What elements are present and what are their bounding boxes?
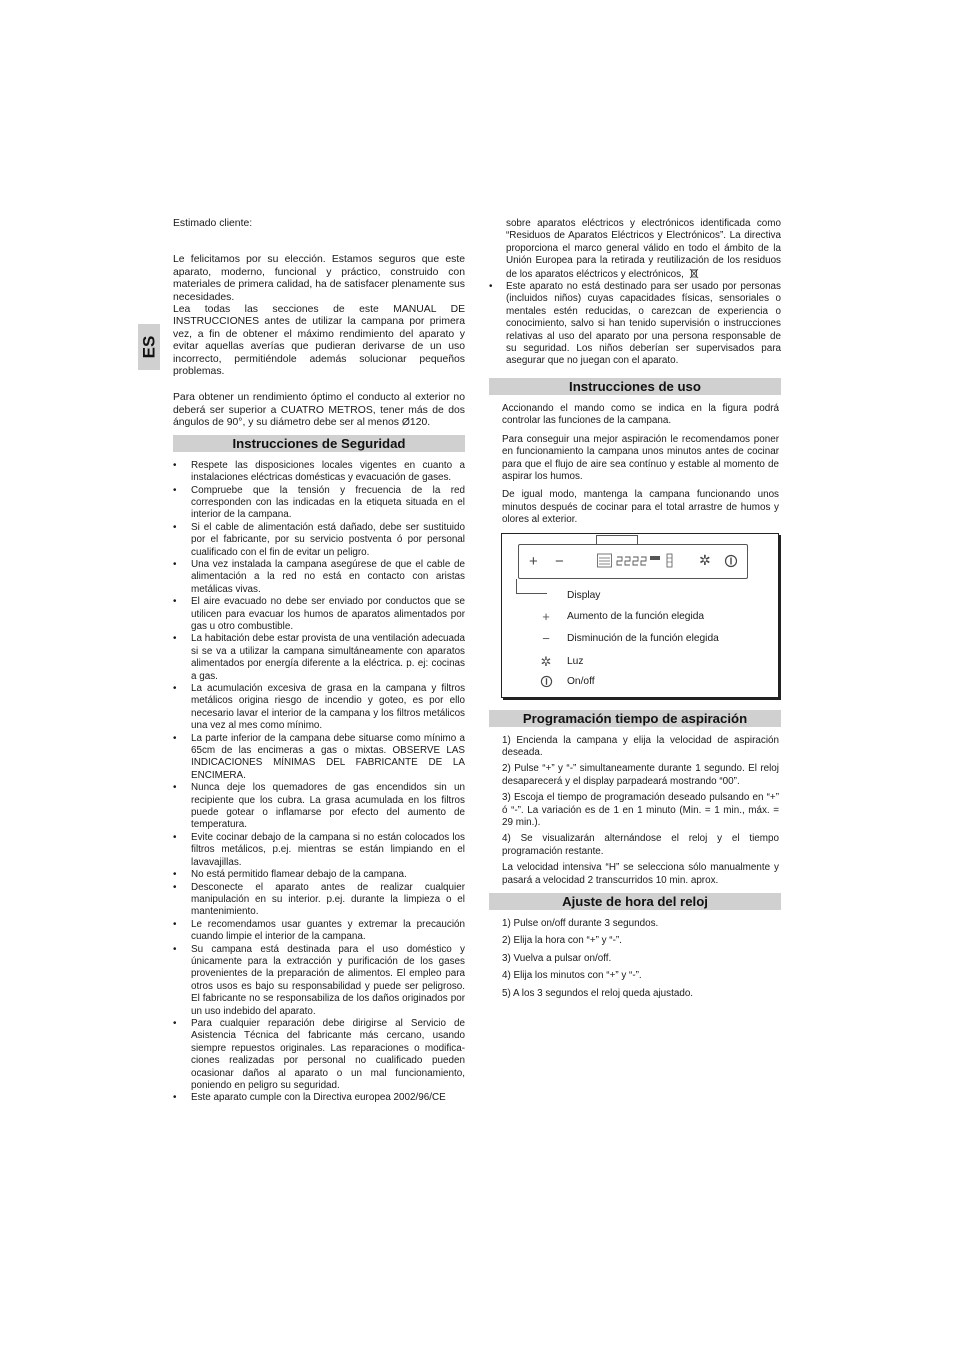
safety-continuation — [489, 218, 781, 281]
list-item: • La parte inferior de la campana debe situarse como mínimo a 65cm de las encimeras a gas o mixtas. OBSERVE LAS INDICACIONES MÍNIMAS DEL FABRICANTE DE LA ENCIMERA. — [173, 733, 465, 783]
list-item: • Nunca deje los quemadores de gas encendidos sin un recipiente que los cubra. La grasa acumulada en los filtros puede gotear o inflamarse por efecto del aumento de temperatura. — [173, 782, 465, 832]
intro-paragraph-3: Para obtener un rendimiento óptimo el conducto al exterior no deberá ser superior a CUATRO METROS, tener más de dos ángulos de 90°, y su diámetro debe ser al menos Ø120. — [173, 392, 465, 429]
control-panel — [518, 544, 748, 579]
usage-paragraph: De igual modo, mantenga la campana funcionando unos minutos después de cocinar para el total arrastre de humos y olores al exterior. — [502, 489, 779, 526]
list-item: • Respete las disposiciones locales vigentes en cuanto a instalaciones eléctricas domésticas y evacuación de gases. — [173, 460, 465, 485]
minus-icon: − — [555, 552, 564, 570]
intro-section — [173, 218, 465, 430]
list-item: • Este aparato cumple con la Directiva europea 2002/96/CE — [173, 1092, 465, 1104]
usage-text — [489, 403, 781, 527]
list-item: • La habitación debe estar provista de una ventilación adecuada si se va a utilizar la campana simultáneamente con aparatos alimentados por energía diferente a la eléctrica. p. ej: cocinas a gas. — [173, 633, 465, 683]
legend-onoff — [537, 675, 595, 689]
legend-label: Display — [567, 589, 601, 601]
directive-continuation-text: sobre aparatos eléctricos y electrónicos identificada como “Residuos de Aparatos Eléctricos y Electrónicos”. La directiva proporciona el marco general válido en todo el ámbito de la Unión Europea para la retirada y reutilización de los residuos de los aparatos eléctricos y electrónicos, — [506, 218, 781, 280]
list-item: • Le recomendamos usar guantes y extremar la precaución cuando limpie el interior de la campana. — [173, 919, 465, 944]
display-callout-bracket — [596, 535, 638, 544]
legend-display — [537, 589, 600, 603]
usage-paragraph: Accionando el mando como se indica en la figura podrá controlar las funciones de la campana. — [502, 402, 779, 427]
display-icon — [597, 553, 673, 569]
legend-label: On/off — [567, 675, 595, 687]
list-item: • Para cualquier reparación debe dirigirse al Servicio de Asistencia Técnica del fabricante más cercano, usando siempre repuestos originales. Las reparaciones o modifica-ciones realizadas por personal no cualificado pueden ocasionar daños al aparato o un mal funcionamiento, poniendo en peligro su seguridad. — [173, 1018, 465, 1092]
step-item: 2) Pulse “+” y “-” simultaneamente durante 1 segundo. El reloj desaparecerá y el display parpadeará mostrando “00”. — [502, 763, 779, 787]
language-tab — [138, 324, 160, 370]
light-icon: ✲ — [540, 653, 552, 669]
plus-icon: + — [542, 608, 550, 624]
step-item: 3) Escoja el tiempo de programación deseado pulsando en “+” ó “-”. La variación es de 1 en 1 minuto (Min. = 1 min., máx. = 29 min.). — [502, 792, 779, 828]
list-item: • Su campana está destinada para el uso doméstico y únicamente para la extracción y purificación de los gases provenientes de la preparación de alimentos. El empleo para otros usos es bajo su responsabilidad y puede ser peligroso. El fabricante no se responsabiliza de los daños originados por un uso indebido del aparato. — [173, 944, 465, 1018]
intro-paragraph-2: Lea todas las secciones de este MANUAL DE INSTRUCCIONES antes de utilizar la campana por primera vez, a fin de obtener el máximo rendimiento del aparato y evitar aquellas averías que pudieran derivarse de un uso incorrecto, permitiéndole además solucionar pequeños problemas. — [173, 304, 465, 378]
legend-light — [537, 655, 583, 669]
right-column — [489, 218, 781, 1005]
greeting: Estimado cliente: — [173, 218, 253, 229]
clock-steps — [489, 918, 781, 1000]
step-item: 4) Se visualizarán alternándose el reloj y el tiempo programación restante. — [502, 833, 779, 857]
language-tab-label: ES — [139, 335, 158, 359]
safety-heading: Instrucciones de Seguridad — [173, 435, 465, 452]
light-icon: ✲ — [699, 551, 711, 568]
list-item: • Una vez instalada la campana asegúrese de que el cable de alimentación a la red no está en contacto con aristas metálicas vivas. — [173, 559, 465, 596]
step-item: 1) Pulse on/off durante 3 segundos. — [502, 918, 659, 929]
programming-heading: Programación tiempo de aspiración — [489, 710, 781, 727]
usage-heading: Instrucciones de uso — [489, 378, 781, 395]
list-item: • No está permitido flamear debajo de la campana. — [173, 869, 465, 881]
list-item: • Desconecte el aparato antes de realizar cualquier manipulación en su interior. p.ej. durante la limpieza o el mantenimiento. — [173, 882, 465, 919]
left-column — [173, 218, 465, 1105]
list-item: • Evite cocinar debajo de la campana si no están colocados los filtros metálicos, p.ej. mientras se están limpiando en el lavavajillas. — [173, 832, 465, 869]
safety-list — [173, 460, 465, 1105]
legend-label: Aumento de la función elegida — [567, 610, 705, 622]
step-item: 3) Vuelva a pulsar on/off. — [502, 952, 612, 964]
step-item: La velocidad intensiva “H” se selecciona sólo manualmente y pasará a velocidad 2 transcurridos 10 min. aprox. — [502, 862, 779, 886]
step-item: 4) Elija los minutos con “+” y “-”. — [502, 970, 642, 982]
control-panel-figure — [501, 533, 779, 698]
step-item: 5) A los 3 segundos el reloj queda ajustado. — [502, 987, 694, 999]
list-item: • Este aparato no está destinado para ser usado por personas (incluidos niños) cuyas capacidades físicas, sensoriales o mentales estén reducidas, o carezcan de experiencia o conocimiento, salvo si han tenido supervisión o instrucciones relativas al uso del aparato por una persona responsable de su seguridad. Los niños deberían ser supervisados para asegurar que no juegan con el aparato. — [489, 281, 781, 368]
legend-plus — [537, 610, 704, 624]
safety-list-extra — [489, 281, 781, 368]
step-item: 1) Encienda la campana y elija la velocidad de aspiración deseada. — [502, 734, 779, 758]
crossed-bin-icon — [689, 268, 699, 279]
list-item: • Compruebe que la tensión y frecuencia de la red corresponden con las indicadas en la etiqueta situada en el interior de la campana. — [173, 485, 465, 522]
programming-steps — [489, 735, 781, 887]
list-item: • Si el cable de alimentación está dañado, debe ser sustituido por el fabricante, por su servicio postventa ó por personal cualificado con el fin de evitar un peligro. — [173, 522, 465, 559]
power-icon — [540, 675, 553, 688]
intro-paragraph-1: Le felicitamos por su elección. Estamos seguros que este aparato, moderno, funcional y práctico, construido con materiales de primera calidad, ha de satisfacer plenamente sus necesidades. — [173, 254, 465, 303]
legend-label: Disminución de la función elegida — [567, 632, 719, 644]
plus-icon: + — [529, 552, 538, 570]
clock-heading: Ajuste de hora del reloj — [489, 893, 781, 910]
usage-paragraph: Para conseguir una mejor aspiración le recomendamos poner en funcionamiento la campana unos minutos antes de cocinar para que el flujo de aire sea contínuo y estable al momento de aspirar los humos. — [502, 433, 779, 482]
list-item: • El aire evacuado no debe ser enviado por conductos que se utilicen para evacuar los humos de aparatos alimentados por gas u otro combustible. — [173, 596, 465, 633]
legend-minus — [537, 632, 719, 646]
power-icon — [724, 554, 738, 568]
step-item: 2) Elija la hora con “+” y “-”. — [502, 935, 622, 947]
minus-icon: − — [542, 630, 550, 646]
legend-label: Luz — [567, 655, 584, 667]
list-item: • La acumulación excesiva de grasa en la campana y filtros metálicos origina riesgo de incendio y goteo, es por ello necesario lavar el interior de la campana y los filtros metálicos una vez al mes como mínimo. — [173, 683, 465, 733]
